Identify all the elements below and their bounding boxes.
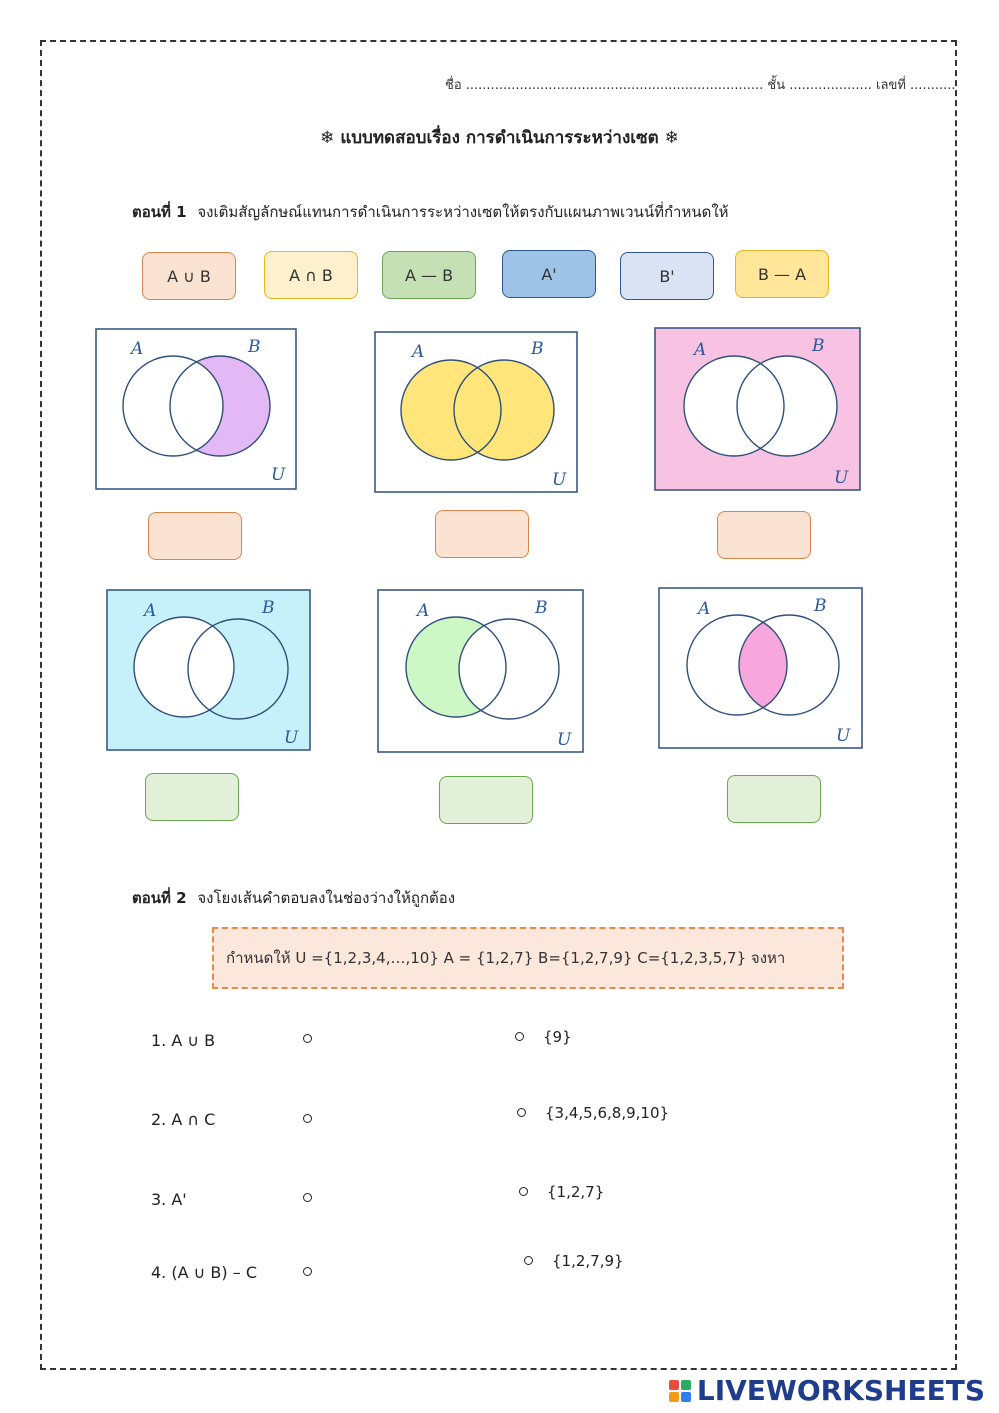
- option-3: {1,2,7}: [547, 1183, 605, 1201]
- set-a-label: A: [698, 599, 711, 619]
- universe-label: U: [836, 726, 851, 746]
- set-b-label: B: [531, 339, 544, 359]
- question-4-connector-dot[interactable]: [303, 1267, 312, 1276]
- chip-b-minus-a[interactable]: B — A: [735, 250, 829, 298]
- question-3-connector-dot[interactable]: [303, 1193, 312, 1202]
- option-3-connector-dot[interactable]: [519, 1187, 528, 1196]
- question-3: 3. A': [151, 1190, 187, 1209]
- given-sets-text: กำหนดให้ U ={1,2,3,4,…,10} A = {1,2,7} B={1,2,7,9} C={1,2,3,5,7} จงหา: [226, 949, 786, 967]
- venn-diagram-6: [658, 587, 863, 749]
- set-a-label: A: [417, 601, 430, 621]
- set-b-label: B: [812, 336, 825, 356]
- part1-heading: [132, 200, 729, 224]
- question-1: 1. A ∪ B: [151, 1031, 216, 1050]
- set-b-label: B: [262, 598, 275, 618]
- venn-diagram-3: [654, 327, 861, 491]
- set-a-label: A: [131, 339, 144, 359]
- given-sets-box: [212, 927, 844, 989]
- set-a-label: A: [694, 340, 707, 360]
- part2-heading: [132, 886, 455, 910]
- answer-box-5[interactable]: [439, 776, 533, 824]
- part1-instruction: จงเติมสัญลักษณ์แทนการดำเนินการระหว่างเซตให้ตรงกับแผนภาพเวนน์ที่กำหนดให้: [197, 203, 729, 221]
- part2-label: ตอนที่ 2: [132, 889, 187, 907]
- page-title: [0, 124, 999, 151]
- universe-label: U: [284, 728, 299, 748]
- answer-box-1[interactable]: [148, 512, 242, 560]
- option-1-connector-dot[interactable]: [515, 1032, 524, 1041]
- option-2: {3,4,5,6,8,9,10}: [545, 1104, 670, 1122]
- universe-label: U: [552, 470, 567, 490]
- set-b-label: B: [814, 596, 827, 616]
- chip-a-minus-b[interactable]: A — B: [382, 251, 476, 299]
- venn-diagram-5: [377, 589, 584, 753]
- chip-a-complement[interactable]: A': [502, 250, 596, 298]
- venn-diagram-4: [106, 589, 311, 751]
- option-4: {1,2,7,9}: [552, 1252, 624, 1270]
- title-text: แบบทดสอบเรื่อง การดำเนินการระหว่างเซต: [340, 128, 659, 148]
- question-2: 2. A ∩ C: [151, 1110, 216, 1129]
- student-info-line: ชื่อ ........................................................................ ชั้น .................... เลขที่ ...........: [445, 78, 956, 93]
- option-1: {9}: [543, 1028, 572, 1046]
- part1-label: ตอนที่ 1: [132, 203, 187, 221]
- liveworksheets-logo: [669, 1374, 985, 1407]
- chip-b-complement[interactable]: B': [620, 252, 714, 300]
- answer-box-6[interactable]: [727, 775, 821, 823]
- snowflake-icon: ❄: [664, 128, 679, 148]
- set-b-label: B: [248, 337, 261, 357]
- part2-instruction: จงโยงเส้นคำตอบลงในช่องว่างให้ถูกต้อง: [197, 889, 456, 907]
- set-a-label: A: [412, 342, 425, 362]
- universe-label: U: [834, 468, 849, 488]
- answer-box-3[interactable]: [717, 511, 811, 559]
- venn-diagram-1: [95, 328, 297, 490]
- question-2-connector-dot[interactable]: [303, 1114, 312, 1123]
- chip-a-union-b[interactable]: A ∪ B: [142, 252, 236, 300]
- question-1-connector-dot[interactable]: [303, 1034, 312, 1043]
- answer-box-4[interactable]: [145, 773, 239, 821]
- universe-label: U: [557, 730, 572, 750]
- option-2-connector-dot[interactable]: [517, 1108, 526, 1117]
- chip-a-intersect-b[interactable]: A ∩ B: [264, 251, 358, 299]
- logo-text: LIVEWORKSHEETS: [696, 1374, 985, 1407]
- set-b-label: B: [535, 598, 548, 618]
- logo-mark-icon: [669, 1380, 691, 1402]
- option-4-connector-dot[interactable]: [524, 1256, 533, 1265]
- question-4: 4. (A ∪ B) – C: [151, 1263, 257, 1282]
- universe-label: U: [271, 465, 286, 485]
- venn-diagram-2: [374, 331, 578, 493]
- answer-box-2[interactable]: [435, 510, 529, 558]
- snowflake-icon: ❄: [320, 128, 335, 148]
- set-a-label: A: [144, 601, 157, 621]
